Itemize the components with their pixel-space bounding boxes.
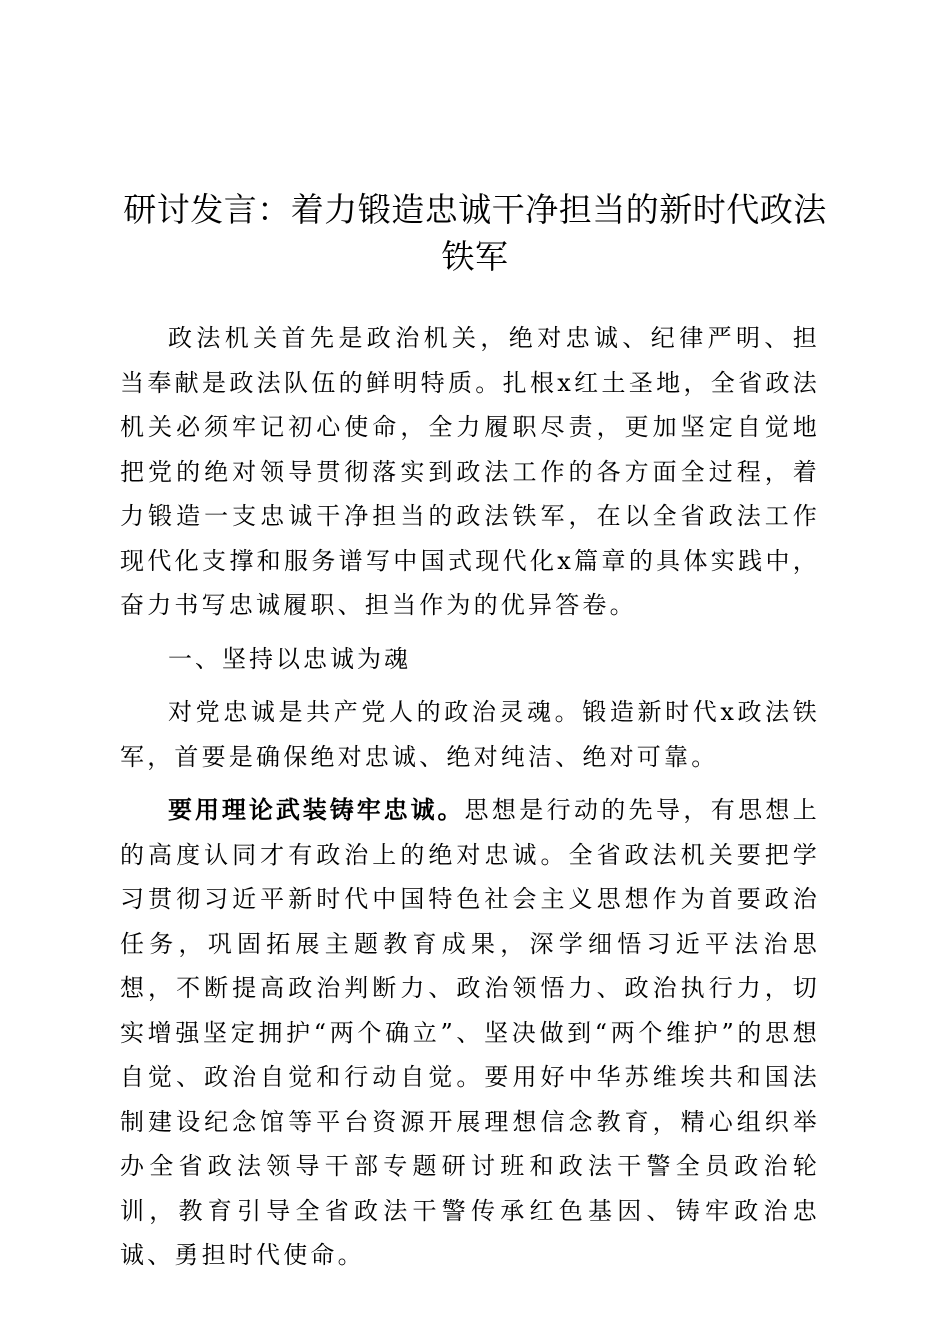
document-title: 研讨发言：着力锻造忠诚干净担当的新时代政法铁军	[123, 190, 827, 276]
intro-paragraph: 政法机关首先是政治机关，绝对忠诚、纪律严明、担当奉献是政法队伍的鲜明特质。扎根x红土圣地，全省政法机关必须牢记初心使命，全力履职尽责，更加坚定自觉地把党的绝对领导贯彻落实到政法工作的各方面全过程，着力锻造一支忠诚干净担当的政法铁军，在以全省政法工作现代化支撑和服务谱写中国式现代化x篇章的具体实践中，奋力书写忠诚履职、担当作为的优异答卷。	[120, 324, 820, 619]
section-1-paragraph-2	[120, 788, 820, 1278]
paragraph-body-text: 思想是行动的先导，有思想上的高度认同才有政治上的绝对忠诚。全省政法机关要把学习贯彻习近平新时代中国特色社会主义思想作为首要政治任务，巩固拓展主题教育成果，深学细悟习近平法治思想，不断提高政治判断力、政治领悟力、政治执行力，切实增强坚定拥护“两个确立”、坚决做到“两个维护”的思想自觉、政治自觉和行动自觉。要用好中华苏维埃共和国法制建设纪念馆等平台资源开展理想信念教育，精心组织举办全省政法领导干部专题研讨班和政法干警全员政治轮训，教育引导全省政法干警传承红色基因、铸牢政治忠诚、勇担时代使命。	[120, 796, 820, 1269]
section-heading-1: 一、坚持以忠诚为魂	[168, 644, 411, 673]
document-body	[120, 316, 820, 1287]
section-1-paragraph-1: 对党忠诚是共产党人的政治灵魂。锻造新时代x政法铁军，首要是确保绝对忠诚、绝对纯洁、绝对可靠。	[120, 698, 820, 771]
paragraph-lead-sentence: 要用理论武装铸牢忠诚。	[168, 796, 465, 824]
